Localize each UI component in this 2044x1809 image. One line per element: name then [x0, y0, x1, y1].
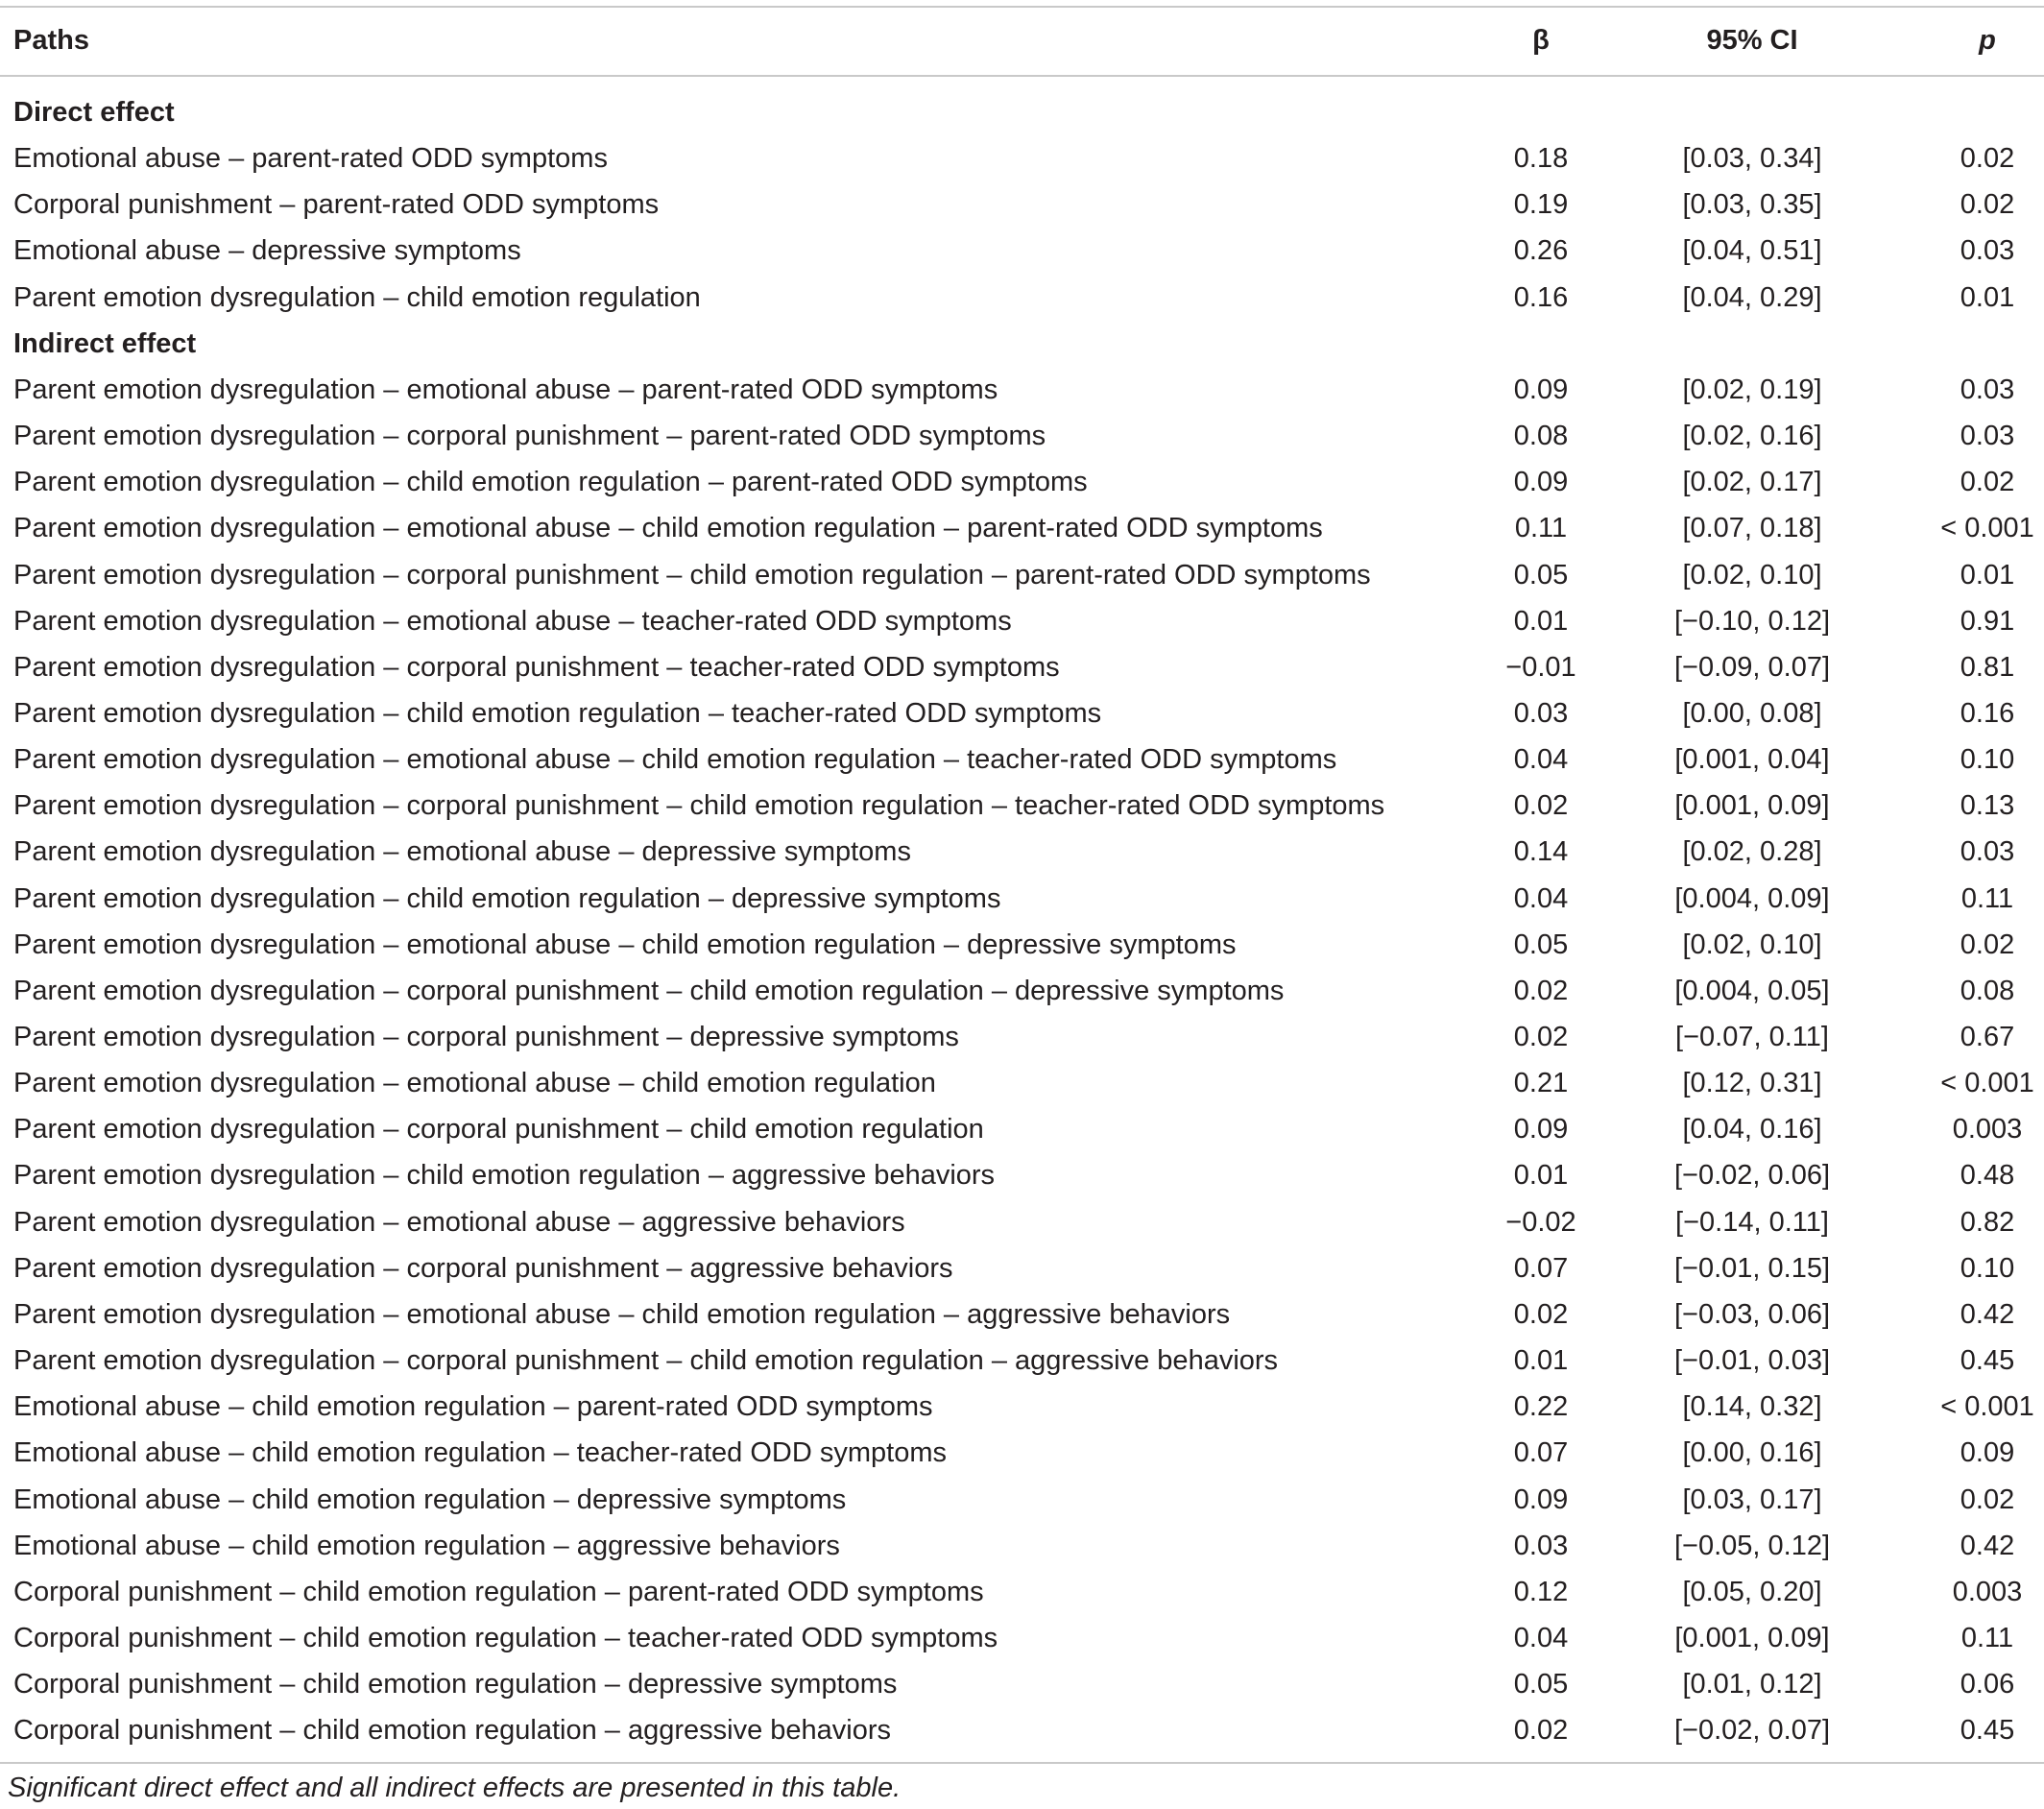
row-ci: [0.03, 0.34]	[1682, 143, 1822, 175]
row-ci: [0.02, 0.10]	[1682, 929, 1822, 960]
row-p: 0.02	[1960, 929, 2015, 960]
row-p: 0.02	[1960, 189, 2015, 221]
row-p: 0.003	[1952, 1576, 2023, 1607]
table-row	[0, 736, 2044, 783]
table-row	[0, 181, 2044, 228]
row-ci: [0.03, 0.17]	[1682, 1483, 1822, 1515]
table-row	[0, 413, 2044, 459]
row-p: < 0.001	[1940, 1391, 2034, 1423]
row-beta: 0.18	[1513, 143, 1569, 175]
table-row	[0, 1661, 2044, 1707]
row-path: Parent emotion dysregulation – emotional abuse – child emotion regulation – teacher-rated ODD symptoms	[13, 744, 1337, 776]
row-beta: 0.03	[1513, 697, 1569, 729]
row-p: < 0.001	[1940, 1068, 2034, 1099]
row-p: 0.03	[1960, 836, 2015, 868]
row-beta: 0.02	[1513, 1298, 1569, 1330]
row-ci: [−0.10, 0.12]	[1673, 605, 1831, 637]
header-ci: 95% CI	[1706, 25, 1798, 56]
row-path: Corporal punishment – parent-rated ODD symptoms	[13, 189, 660, 221]
table-row	[0, 1106, 2044, 1152]
row-ci: [−0.07, 0.11]	[1675, 1022, 1829, 1052]
row-ci: [0.12, 0.31]	[1682, 1068, 1822, 1099]
section-title: Indirect effect	[13, 327, 197, 359]
row-p: 0.10	[1960, 744, 2015, 776]
row-p: 0.67	[1960, 1022, 2015, 1052]
row-beta: 0.04	[1513, 1622, 1569, 1653]
row-beta: 0.05	[1513, 929, 1569, 960]
row-ci: [−0.05, 0.12]	[1673, 1530, 1831, 1561]
row-beta: 0.22	[1513, 1391, 1569, 1423]
row-path: Parent emotion dysregulation – child emotion regulation – aggressive behaviors	[13, 1160, 996, 1192]
row-p: 0.06	[1960, 1669, 2015, 1700]
row-path: Parent emotion dysregulation – emotional abuse – parent-rated ODD symptoms	[13, 374, 998, 405]
row-p: 0.48	[1960, 1160, 2015, 1192]
row-path: Parent emotion dysregulation – child emotion regulation	[13, 281, 701, 313]
row-ci: [−0.03, 0.06]	[1673, 1298, 1831, 1330]
row-path: Emotional abuse – depressive symptoms	[13, 235, 521, 267]
table-row	[0, 783, 2044, 829]
row-beta: 0.01	[1513, 1345, 1569, 1377]
row-p: 0.02	[1960, 1483, 2015, 1515]
row-ci: [0.01, 0.12]	[1682, 1669, 1822, 1700]
row-beta: 0.09	[1513, 1483, 1569, 1515]
row-path: Parent emotion dysregulation – emotional abuse – child emotion regulation – aggressive behaviors	[13, 1298, 1231, 1330]
row-path: Parent emotion dysregulation – emotional abuse – depressive symptoms	[13, 836, 911, 868]
row-ci: [−0.14, 0.11]	[1675, 1206, 1829, 1238]
table-header-row	[0, 17, 2044, 63]
table-row	[0, 367, 2044, 413]
row-path: Parent emotion dysregulation – corporal punishment – child emotion regulation – parent-rated ODD symptoms	[13, 559, 1371, 591]
row-beta: 0.26	[1513, 235, 1569, 267]
row-p: 0.82	[1960, 1206, 2015, 1238]
row-beta: 0.02	[1513, 1022, 1569, 1052]
table-row	[0, 1477, 2044, 1523]
header-p: p	[1979, 25, 1996, 56]
row-path: Parent emotion dysregulation – emotional abuse – teacher-rated ODD symptoms	[13, 605, 1012, 637]
row-path: Parent emotion dysregulation – corporal punishment – parent-rated ODD symptoms	[13, 421, 1046, 452]
row-ci: [−0.01, 0.03]	[1673, 1345, 1831, 1377]
table-header-rule	[0, 75, 2044, 77]
row-p: 0.10	[1960, 1252, 2015, 1284]
row-path: Parent emotion dysregulation – corporal punishment – aggressive behaviors	[13, 1252, 953, 1284]
row-ci: [0.02, 0.19]	[1682, 374, 1822, 405]
table-row	[0, 1569, 2044, 1615]
table-row	[0, 644, 2044, 690]
row-path: Parent emotion dysregulation – child emotion regulation – depressive symptoms	[13, 882, 1001, 914]
row-p: 0.02	[1960, 143, 2015, 175]
row-path: Parent emotion dysregulation – emotional abuse – aggressive behaviors	[13, 1206, 905, 1238]
row-beta: −0.02	[1505, 1206, 1576, 1238]
row-p: 0.91	[1960, 605, 2015, 637]
row-beta: 0.09	[1513, 374, 1569, 405]
row-beta: 0.04	[1513, 744, 1569, 776]
row-p: 0.45	[1960, 1715, 2015, 1747]
row-p: 0.08	[1960, 975, 2015, 1006]
table-row	[0, 1430, 2044, 1476]
row-p: 0.42	[1960, 1298, 2015, 1330]
row-ci: [0.04, 0.16]	[1682, 1114, 1822, 1146]
row-path: Emotional abuse – child emotion regulation – aggressive behaviors	[13, 1530, 840, 1561]
section-heading	[0, 321, 2044, 367]
table-row	[0, 968, 2044, 1014]
table-row	[0, 1384, 2044, 1430]
row-p: 0.03	[1960, 374, 2015, 405]
row-p: 0.11	[1960, 1622, 2014, 1653]
section-heading	[0, 89, 2044, 135]
table-row	[0, 552, 2044, 598]
row-beta: 0.02	[1513, 1715, 1569, 1747]
row-beta: 0.09	[1513, 1114, 1569, 1146]
row-path: Emotional abuse – parent-rated ODD symptoms	[13, 143, 608, 175]
table-row	[0, 1152, 2044, 1198]
row-p: 0.42	[1960, 1530, 2015, 1561]
row-ci: [−0.02, 0.06]	[1673, 1160, 1831, 1192]
row-path: Corporal punishment – child emotion regulation – aggressive behaviors	[13, 1715, 892, 1747]
row-beta: 0.01	[1513, 605, 1569, 637]
row-beta: 0.04	[1513, 882, 1569, 914]
header-beta: β	[1532, 25, 1550, 56]
row-ci: [0.001, 0.09]	[1674, 1622, 1830, 1653]
row-path: Parent emotion dysregulation – corporal punishment – child emotion regulation	[13, 1114, 984, 1146]
row-path: Parent emotion dysregulation – emotional abuse – child emotion regulation	[13, 1068, 936, 1099]
row-ci: [0.004, 0.05]	[1674, 975, 1830, 1006]
row-beta: 0.12	[1513, 1576, 1569, 1607]
table-row	[0, 1615, 2044, 1661]
row-beta: 0.03	[1513, 1530, 1569, 1561]
table-footnote: Significant direct effect and all indirect effects are presented in this table.	[8, 1773, 902, 1803]
row-ci: [0.03, 0.35]	[1682, 189, 1822, 221]
row-path: Emotional abuse – child emotion regulation – depressive symptoms	[13, 1483, 847, 1515]
row-path: Parent emotion dysregulation – corporal punishment – child emotion regulation – aggressive behaviors	[13, 1345, 1279, 1377]
table-row	[0, 690, 2044, 736]
table-top-rule	[0, 6, 2044, 8]
row-beta: −0.01	[1505, 651, 1576, 683]
row-ci: [0.02, 0.10]	[1682, 559, 1822, 591]
row-ci: [0.004, 0.09]	[1674, 882, 1830, 914]
row-p: 0.13	[1960, 790, 2015, 822]
table-bottom-rule	[0, 1762, 2044, 1764]
row-path: Corporal punishment – child emotion regulation – parent-rated ODD symptoms	[13, 1576, 984, 1607]
row-beta: 0.09	[1513, 467, 1569, 498]
row-p: 0.16	[1960, 697, 2015, 729]
row-ci: [0.001, 0.04]	[1674, 744, 1830, 776]
row-ci: [−0.02, 0.07]	[1673, 1715, 1831, 1747]
row-ci: [0.04, 0.29]	[1682, 281, 1822, 313]
row-path: Parent emotion dysregulation – corporal punishment – child emotion regulation – depressive symptoms	[13, 975, 1285, 1006]
row-beta: 0.16	[1513, 281, 1569, 313]
row-p: 0.81	[1960, 651, 2015, 683]
row-beta: 0.14	[1513, 836, 1569, 868]
row-ci: [0.00, 0.08]	[1682, 697, 1822, 729]
row-beta: 0.11	[1514, 513, 1568, 544]
row-p: 0.01	[1960, 559, 2015, 591]
row-p: 0.02	[1960, 467, 2015, 498]
row-path: Emotional abuse – child emotion regulation – parent-rated ODD symptoms	[13, 1391, 933, 1423]
row-ci: [0.02, 0.17]	[1682, 467, 1822, 498]
row-p: 0.03	[1960, 235, 2015, 267]
table-row	[0, 275, 2044, 321]
table-row	[0, 1523, 2044, 1569]
row-p: 0.45	[1960, 1345, 2015, 1377]
table-row	[0, 598, 2044, 644]
table-row	[0, 505, 2044, 551]
row-p: 0.003	[1952, 1114, 2023, 1146]
row-p: < 0.001	[1940, 513, 2034, 544]
row-beta: 0.21	[1513, 1068, 1569, 1099]
row-beta: 0.02	[1513, 975, 1569, 1006]
table-row	[0, 1338, 2044, 1384]
row-path: Parent emotion dysregulation – corporal punishment – depressive symptoms	[13, 1022, 959, 1052]
table-row	[0, 228, 2044, 274]
row-ci: [0.00, 0.16]	[1682, 1437, 1822, 1469]
row-ci: [0.02, 0.16]	[1682, 421, 1822, 452]
row-ci: [−0.01, 0.15]	[1673, 1252, 1831, 1284]
table-row	[0, 459, 2044, 505]
row-path: Parent emotion dysregulation – child emotion regulation – teacher-rated ODD symptoms	[13, 697, 1102, 729]
row-ci: [0.05, 0.20]	[1682, 1576, 1822, 1607]
table-row	[0, 135, 2044, 181]
table-row	[0, 1060, 2044, 1106]
table-row	[0, 922, 2044, 968]
row-beta: 0.02	[1513, 790, 1569, 822]
row-ci: [−0.09, 0.07]	[1673, 651, 1831, 683]
row-ci: [0.07, 0.18]	[1682, 513, 1822, 544]
header-paths: Paths	[13, 25, 89, 56]
row-p: 0.01	[1960, 281, 2015, 313]
row-beta: 0.05	[1513, 1669, 1569, 1700]
section-title: Direct effect	[13, 97, 175, 128]
row-beta: 0.07	[1513, 1437, 1569, 1469]
row-path: Parent emotion dysregulation – emotional abuse – child emotion regulation – parent-rated ODD symptoms	[13, 513, 1323, 544]
row-p: 0.03	[1960, 421, 2015, 452]
table-row	[0, 1014, 2044, 1060]
table-row	[0, 1245, 2044, 1291]
table-row	[0, 829, 2044, 875]
table-row	[0, 1291, 2044, 1338]
row-beta: 0.08	[1513, 421, 1569, 452]
row-path: Corporal punishment – child emotion regulation – teacher-rated ODD symptoms	[13, 1622, 998, 1653]
row-p: 0.11	[1960, 882, 2014, 914]
row-path: Parent emotion dysregulation – child emotion regulation – parent-rated ODD symptoms	[13, 467, 1088, 498]
table-row	[0, 1707, 2044, 1753]
row-path: Parent emotion dysregulation – corporal punishment – child emotion regulation – teacher-rated ODD symptoms	[13, 790, 1385, 822]
row-path: Emotional abuse – child emotion regulation – teacher-rated ODD symptoms	[13, 1437, 947, 1469]
row-path: Corporal punishment – child emotion regulation – depressive symptoms	[13, 1669, 898, 1700]
row-ci: [0.14, 0.32]	[1682, 1391, 1822, 1423]
row-path: Parent emotion dysregulation – emotional abuse – child emotion regulation – depressive symptoms	[13, 929, 1237, 960]
row-ci: [0.001, 0.09]	[1674, 790, 1830, 822]
row-ci: [0.04, 0.51]	[1682, 235, 1822, 267]
row-beta: 0.19	[1513, 189, 1569, 221]
row-p: 0.09	[1960, 1437, 2015, 1469]
table-row	[0, 1199, 2044, 1245]
row-beta: 0.05	[1513, 559, 1569, 591]
row-ci: [0.02, 0.28]	[1682, 836, 1822, 868]
row-path: Parent emotion dysregulation – corporal punishment – teacher-rated ODD symptoms	[13, 651, 1060, 683]
table-row	[0, 876, 2044, 922]
row-beta: 0.01	[1513, 1160, 1569, 1192]
row-beta: 0.07	[1513, 1252, 1569, 1284]
